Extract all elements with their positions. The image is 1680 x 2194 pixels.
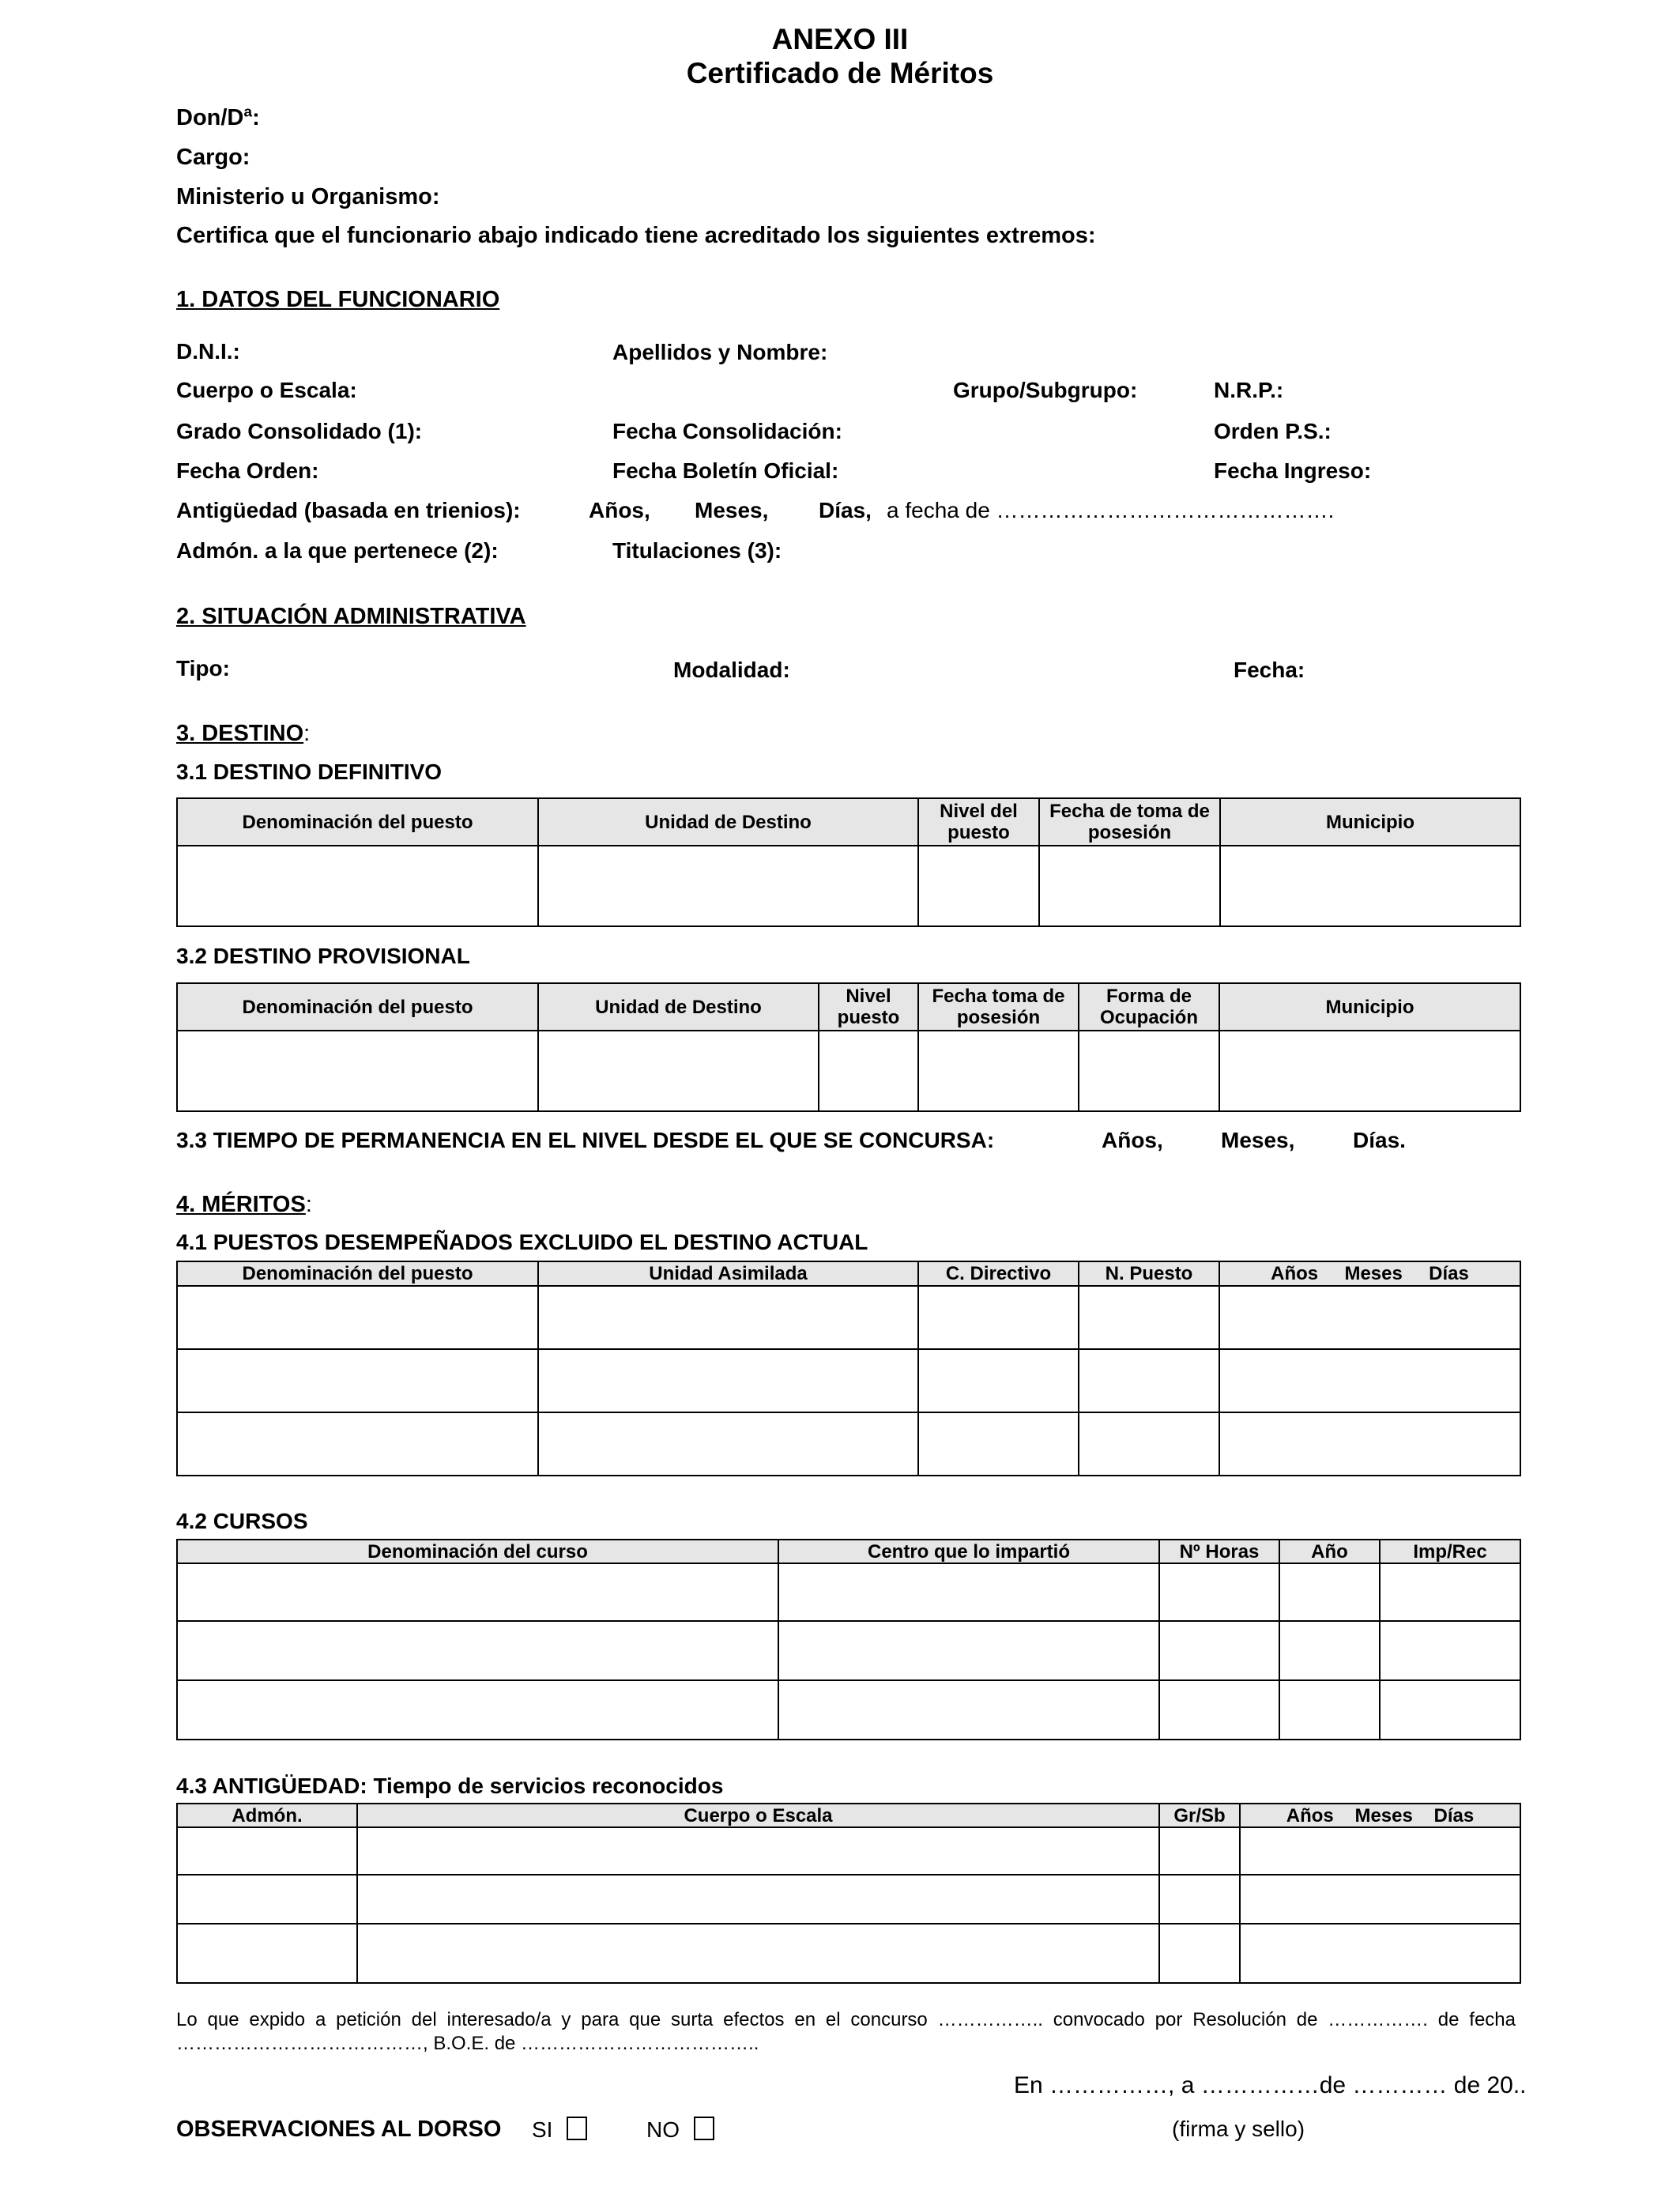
destino-provisional-heading: 3.2 DESTINO PROVISIONAL bbox=[176, 944, 470, 968]
table-row bbox=[177, 1924, 1520, 1983]
table-cell[interactable] bbox=[1279, 1621, 1380, 1680]
table-cell[interactable] bbox=[177, 1412, 538, 1476]
cursos-table bbox=[176, 1539, 1521, 1740]
table-cell[interactable] bbox=[918, 1412, 1079, 1476]
destino-definitivo-table bbox=[176, 797, 1521, 927]
table-header-cell: Unidad de Destino bbox=[538, 983, 819, 1031]
label-anos: Años, bbox=[589, 498, 650, 522]
table-cell[interactable] bbox=[1159, 1827, 1240, 1875]
table-cell[interactable] bbox=[1079, 1031, 1219, 1111]
section4-heading: 4. MÉRITOS: bbox=[176, 1192, 312, 1217]
antiguedad-table bbox=[176, 1803, 1521, 1984]
table-cell[interactable] bbox=[918, 1031, 1079, 1111]
table-cell[interactable] bbox=[778, 1621, 1159, 1680]
place-date-line: En ……………, a ……………de ………… de 20.. bbox=[1014, 2072, 1527, 2098]
no-checkbox[interactable] bbox=[694, 2117, 714, 2140]
label-nrp: N.R.P.: bbox=[1214, 378, 1284, 402]
table-cell[interactable] bbox=[538, 1349, 918, 1412]
table-cell[interactable] bbox=[177, 1621, 778, 1680]
table-cell[interactable] bbox=[1380, 1680, 1520, 1740]
label-tipo: Tipo: bbox=[176, 656, 230, 680]
a-fecha-de: a fecha de ………………………………………. bbox=[887, 498, 1335, 522]
table-header-cell: Años Meses Días bbox=[1219, 1261, 1520, 1286]
table-cell[interactable] bbox=[538, 846, 918, 926]
label-orden-ps: Orden P.S.: bbox=[1214, 419, 1332, 443]
puestos-table bbox=[176, 1261, 1521, 1476]
table-cell[interactable] bbox=[778, 1680, 1159, 1740]
firma-sello: (firma y sello) bbox=[1172, 2117, 1305, 2141]
expido-line-1: Lo que expido a petición del interesado/a y para que surta efectos en el concurso …………….. convocado por Resolución de ……………. de fecha bbox=[176, 2009, 1516, 2030]
label-modalidad: Modalidad: bbox=[673, 658, 790, 682]
table-cell[interactable] bbox=[1079, 1412, 1219, 1476]
table-cell[interactable] bbox=[538, 1412, 918, 1476]
observaciones-si bbox=[532, 2117, 587, 2143]
table-cell[interactable] bbox=[177, 1286, 538, 1349]
table-header-cell: N. Puesto bbox=[1079, 1261, 1219, 1286]
label-dias: Días, bbox=[819, 498, 872, 522]
expido-line-2: …………………………………, B.O.E. de ……………………………….. bbox=[176, 2033, 759, 2054]
table-cell[interactable] bbox=[1380, 1563, 1520, 1621]
table-row bbox=[177, 1349, 1520, 1412]
table-cell[interactable] bbox=[1159, 1924, 1240, 1983]
table-header-cell: Unidad de Destino bbox=[538, 798, 918, 846]
table-header-cell: Año bbox=[1279, 1540, 1380, 1563]
table-cell[interactable] bbox=[918, 1286, 1079, 1349]
table-cell[interactable] bbox=[1079, 1349, 1219, 1412]
label-fecha-consolidacion: Fecha Consolidación: bbox=[612, 419, 842, 443]
label-meses: Meses, bbox=[695, 498, 769, 522]
table-cell[interactable] bbox=[1219, 1031, 1520, 1111]
tiempo-dias: Días. bbox=[1353, 1128, 1406, 1152]
table-header-cell: C. Directivo bbox=[918, 1261, 1079, 1286]
table-cell[interactable] bbox=[1219, 1286, 1520, 1349]
table-cell[interactable] bbox=[1240, 1875, 1520, 1924]
section3-heading: 3. DESTINO: bbox=[176, 721, 311, 746]
label-admon: Admón. a la que pertenece (2): bbox=[176, 538, 499, 563]
table-cell[interactable] bbox=[918, 846, 1039, 926]
table-header-cell: Municipio bbox=[1219, 983, 1520, 1031]
table-header-cell: Años Meses Días bbox=[1240, 1804, 1520, 1827]
table-cell[interactable] bbox=[918, 1349, 1079, 1412]
table-cell[interactable] bbox=[357, 1875, 1159, 1924]
si-label: SI bbox=[532, 2117, 553, 2142]
table-cell[interactable] bbox=[1240, 1924, 1520, 1983]
table-cell[interactable] bbox=[1279, 1563, 1380, 1621]
page-subtitle: Certificado de Méritos bbox=[686, 57, 994, 89]
table-cell[interactable] bbox=[357, 1924, 1159, 1983]
label-grado: Grado Consolidado (1): bbox=[176, 419, 423, 443]
table-row bbox=[177, 1875, 1520, 1924]
puestos-heading: 4.1 PUESTOS DESEMPEÑADOS EXCLUIDO EL DESTINO ACTUAL bbox=[176, 1230, 868, 1254]
label-fecha-boletin: Fecha Boletín Oficial: bbox=[612, 458, 839, 483]
table-header-cell: Nº Horas bbox=[1159, 1540, 1279, 1563]
table-cell[interactable] bbox=[538, 1031, 819, 1111]
section1-heading: 1. DATOS DEL FUNCIONARIO bbox=[176, 287, 500, 312]
tiempo-meses: Meses, bbox=[1221, 1128, 1295, 1152]
table-cell[interactable] bbox=[177, 1827, 357, 1875]
section2-heading: 2. SITUACIÓN ADMINISTRATIVA bbox=[176, 604, 526, 629]
tiempo-permanencia: 3.3 TIEMPO DE PERMANENCIA EN EL NIVEL DESDE EL QUE SE CONCURSA: bbox=[176, 1128, 995, 1152]
table-cell[interactable] bbox=[1159, 1875, 1240, 1924]
table-cell[interactable] bbox=[819, 1031, 918, 1111]
table-header-cell: Imp/Rec bbox=[1380, 1540, 1520, 1563]
table-header-cell: Denominación del puesto bbox=[177, 983, 538, 1031]
table-cell[interactable] bbox=[1159, 1621, 1279, 1680]
table-header-cell: Admón. bbox=[177, 1804, 357, 1827]
table-row bbox=[177, 1680, 1520, 1740]
destino-definitivo-heading: 3.1 DESTINO DEFINITIVO bbox=[176, 760, 443, 784]
table-cell[interactable] bbox=[357, 1827, 1159, 1875]
table-header-cell: Centro que lo impartió bbox=[778, 1540, 1159, 1563]
table-cell[interactable] bbox=[538, 1286, 918, 1349]
table-cell[interactable] bbox=[1159, 1680, 1279, 1740]
label-fecha-situacion: Fecha: bbox=[1234, 658, 1305, 682]
table-cell[interactable] bbox=[1380, 1621, 1520, 1680]
label-dni: D.N.I.: bbox=[176, 339, 240, 364]
observaciones-label: OBSERVACIONES AL DORSO bbox=[176, 2117, 502, 2142]
table-row bbox=[177, 1621, 1520, 1680]
si-checkbox[interactable] bbox=[567, 2117, 587, 2140]
label-apellidos: Apellidos y Nombre: bbox=[612, 340, 828, 364]
table-header-cell: Fecha toma de posesión bbox=[918, 983, 1079, 1031]
table-header-cell: Cuerpo o Escala bbox=[357, 1804, 1159, 1827]
label-titulaciones: Titulaciones (3): bbox=[612, 538, 782, 563]
table-cell[interactable] bbox=[177, 846, 538, 926]
cursos-heading: 4.2 CURSOS bbox=[176, 1509, 308, 1533]
table-row bbox=[177, 1563, 1520, 1621]
table-header-cell: Denominación del curso bbox=[177, 1540, 778, 1563]
no-label: NO bbox=[646, 2117, 680, 2142]
table-cell[interactable] bbox=[177, 1563, 778, 1621]
label-fecha-orden: Fecha Orden: bbox=[176, 458, 319, 483]
observaciones-no bbox=[646, 2117, 714, 2143]
tiempo-anos: Años, bbox=[1102, 1128, 1163, 1152]
table-row bbox=[177, 1412, 1520, 1476]
certifica-text: Certifica que el funcionario abajo indicado tiene acreditado los siguientes extremos: bbox=[176, 223, 1096, 248]
table-row bbox=[177, 846, 1520, 926]
table-cell[interactable] bbox=[177, 1680, 778, 1740]
table-header-cell: Unidad Asimilada bbox=[538, 1261, 918, 1286]
table-header-cell: Denominación del puesto bbox=[177, 1261, 538, 1286]
label-don: Don/Dª: bbox=[176, 105, 260, 130]
table-cell[interactable] bbox=[1219, 1349, 1520, 1412]
label-ministerio: Ministerio u Organismo: bbox=[176, 184, 440, 209]
table-header-cell: Fecha de toma de posesión bbox=[1039, 798, 1220, 846]
table-row bbox=[177, 1031, 1520, 1111]
page-title: ANEXO III bbox=[771, 23, 909, 55]
table-header-cell: Nivel puesto bbox=[819, 983, 918, 1031]
table-header-cell: Nivel del puesto bbox=[918, 798, 1039, 846]
table-cell[interactable] bbox=[1219, 1412, 1520, 1476]
table-cell[interactable] bbox=[1159, 1563, 1279, 1621]
table-cell[interactable] bbox=[1079, 1286, 1219, 1349]
table-cell[interactable] bbox=[1220, 846, 1520, 926]
table-cell[interactable] bbox=[177, 1031, 538, 1111]
table-cell[interactable] bbox=[177, 1349, 538, 1412]
table-row bbox=[177, 1286, 1520, 1349]
table-cell[interactable] bbox=[177, 1924, 357, 1983]
label-antiguedad: Antigüedad (basada en trienios): bbox=[176, 498, 521, 522]
label-cuerpo: Cuerpo o Escala: bbox=[176, 378, 357, 402]
table-header-cell: Denominación del puesto bbox=[177, 798, 538, 846]
destino-provisional-table bbox=[176, 982, 1521, 1112]
table-header-cell: Gr/Sb bbox=[1159, 1804, 1240, 1827]
table-cell[interactable] bbox=[778, 1563, 1159, 1621]
antiguedad-heading: 4.3 ANTIGÜEDAD: Tiempo de servicios reconocidos bbox=[176, 1774, 724, 1798]
table-cell[interactable] bbox=[1279, 1680, 1380, 1740]
table-row bbox=[177, 1827, 1520, 1875]
table-header-cell: Forma de Ocupación bbox=[1079, 983, 1219, 1031]
table-header-cell: Municipio bbox=[1220, 798, 1520, 846]
label-fecha-ingreso: Fecha Ingreso: bbox=[1214, 458, 1372, 483]
table-cell[interactable] bbox=[177, 1875, 357, 1924]
table-cell[interactable] bbox=[1039, 846, 1220, 926]
table-cell[interactable] bbox=[1240, 1827, 1520, 1875]
label-grupo: Grupo/Subgrupo: bbox=[953, 378, 1138, 402]
label-cargo: Cargo: bbox=[176, 145, 250, 170]
